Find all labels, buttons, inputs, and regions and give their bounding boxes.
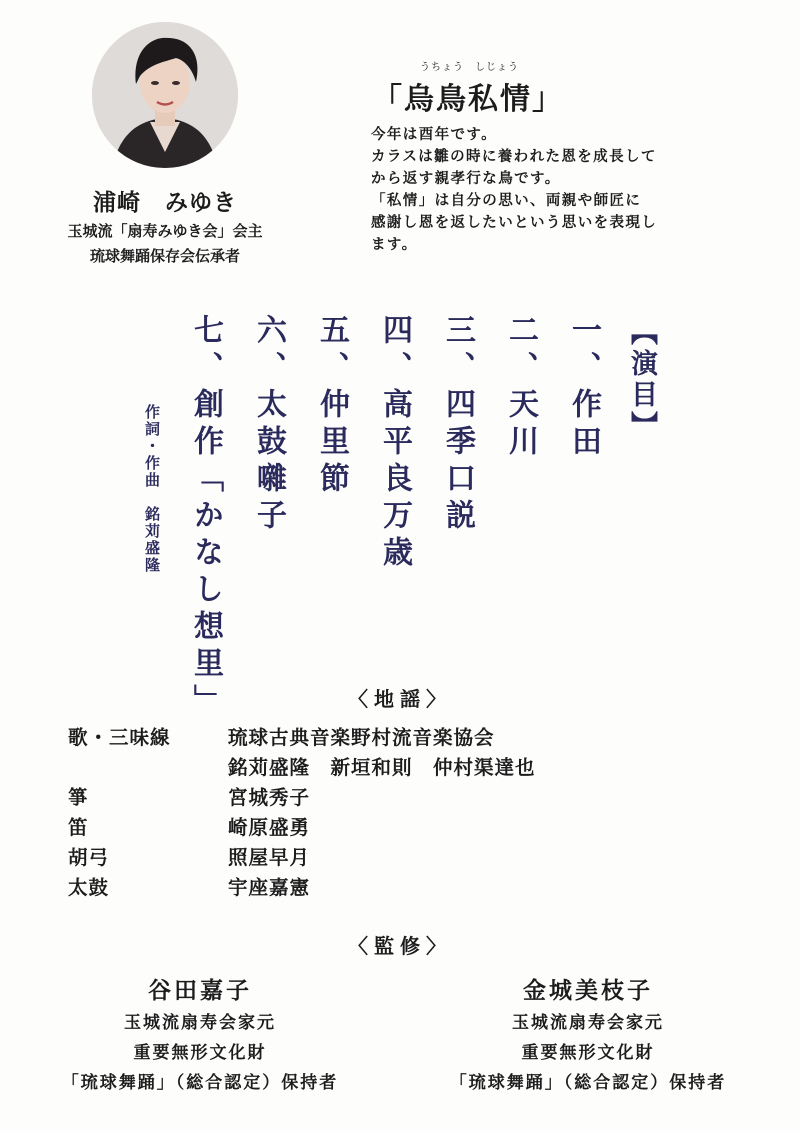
work-description <box>371 124 736 256</box>
work-title: 「烏鳥私情」 <box>372 82 564 117</box>
supervisor-line: 玉城流扇寿会家元 <box>512 1013 664 1033</box>
description-line: 今年は酉年です。 <box>371 126 498 143</box>
description-line: 「私情」は自分の思い、両親や師匠に <box>371 192 642 209</box>
description-line: カラスは雛の時に養われた恩を成長して <box>371 148 657 165</box>
instrument-label: 箏 <box>68 786 89 809</box>
musician-names: 宮城秀子 <box>228 786 311 809</box>
jiutai-heading: 〈地謡〉 <box>348 687 452 711</box>
program-item: 二、天川 <box>503 314 538 462</box>
supervisor-line: 重要無形文化財 <box>521 1043 655 1063</box>
supervisor-line: 「琉球舞踊」（総合認定）保持者 <box>61 1073 339 1093</box>
program-item: 五、仲里節 <box>314 314 349 499</box>
musician-names: 銘苅盛隆 新垣和則 仲村渠達也 <box>228 756 536 779</box>
work-title-ruby: うちょう しじょう <box>420 62 519 73</box>
performer-title: 琉球舞踊保存会伝承者 <box>89 247 240 265</box>
program-item: 七、創作「かなし想里」 <box>188 314 223 721</box>
instrument-label: 笛 <box>68 816 89 839</box>
program-item: 一、作田 <box>566 314 601 462</box>
supervisor-name: 谷田嘉子 <box>148 977 252 1004</box>
supervisor-block <box>408 974 768 1098</box>
performer-affiliation: 玉城流「扇寿みゆき会」会主 <box>67 222 263 240</box>
supervisor-line: 玉城流扇寿会家元 <box>124 1013 276 1033</box>
performer-name: 浦崎 みゆき <box>93 189 237 216</box>
program-item: 四、高平良万歳 <box>377 314 412 573</box>
musician-names: 崎原盛勇 <box>228 816 311 839</box>
description-line: ます。 <box>371 236 418 253</box>
program-heading: 【演目】 <box>626 318 657 442</box>
description-line: から返す親孝行な鳥です。 <box>371 170 561 187</box>
supervisor-line: 重要無形文化財 <box>133 1043 267 1063</box>
supervisor-name: 金城美枝子 <box>523 977 653 1004</box>
composition-credit: 作詞・作曲 銘苅盛隆 <box>143 404 161 574</box>
instrument-label: 胡弓 <box>68 846 110 869</box>
program-item: 三、四季口説 <box>440 314 475 536</box>
performer-portrait <box>92 22 238 168</box>
instrument-label: 太鼓 <box>68 876 110 899</box>
musician-names: 宇座嘉憲 <box>228 876 311 899</box>
supervisor-line: 「琉球舞踊」（総合認定）保持者 <box>449 1073 727 1093</box>
musician-names: 照屋早月 <box>228 846 311 869</box>
description-line: 感謝し恩を返したいという思いを表現し <box>371 214 658 231</box>
instrument-label: 歌・三味線 <box>68 726 171 749</box>
portrait-illustration <box>92 22 238 168</box>
musician-names: 琉球古典音楽野村流音楽協会 <box>228 726 495 749</box>
supervisor-block <box>20 974 380 1098</box>
supervision-heading: 〈監修〉 <box>348 934 452 958</box>
program-item: 六、太鼓囃子 <box>251 314 286 536</box>
